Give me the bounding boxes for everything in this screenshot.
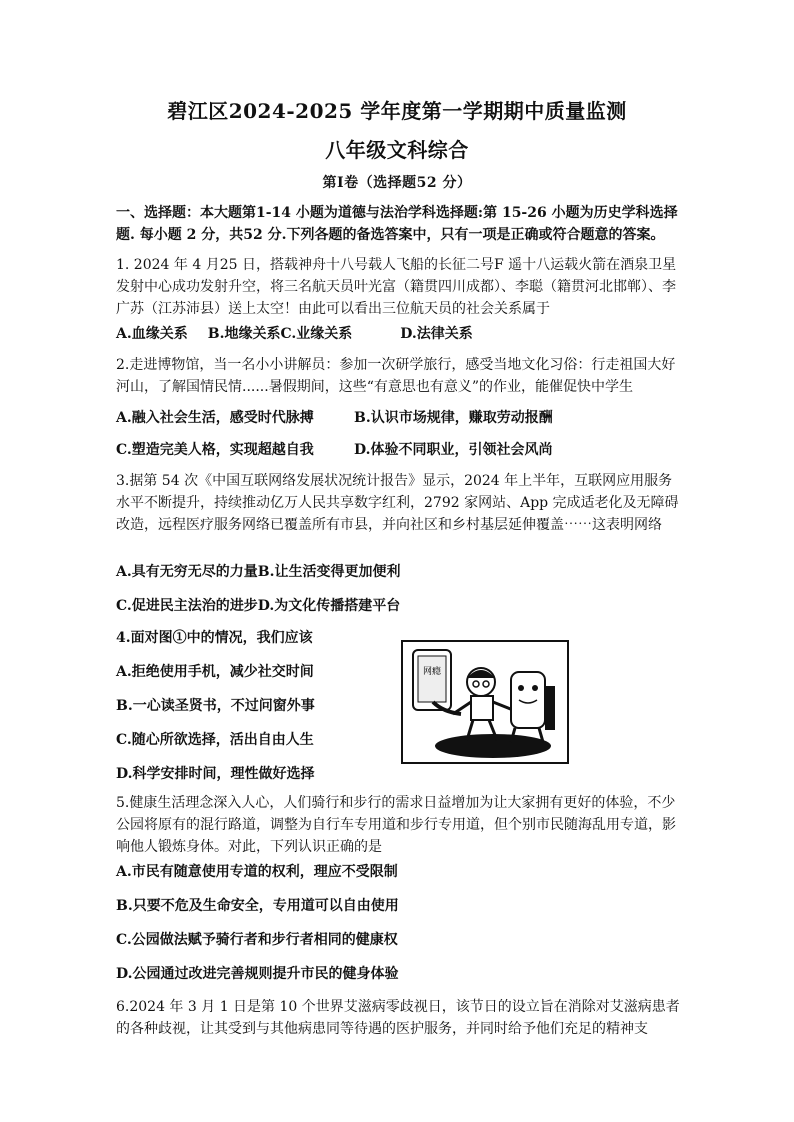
option-a[interactable]: A.血缘关系 [116, 326, 188, 342]
option-b[interactable]: B.一心读圣贤书，不过问窗外事 [116, 698, 315, 714]
option-d[interactable]: D.法律关系 [400, 326, 473, 342]
instructions: 一、选择题：本大题第1-14 小题为道德与法治学科选择题:第 15-26 小题为历史学科选择题. 每小题 2 分，共52 分.下列各题的备选答案中，只有一项是正确或符合题意的答案。 [116, 205, 678, 243]
option-d[interactable]: D.公园通过改进完善规则提升市民的健身体验 [116, 966, 399, 982]
volume-heading: 第Ⅰ卷（选择题52 分） [322, 175, 472, 191]
question-2-stem: 2.走进博物馆，当一名小小讲解员：参加一次研学旅行，感受当地文化习俗：行走祖国大好 河山，了解国情民情......暑假期间，这些“有意思也有意义”的作业，能催促快中学生 [116, 357, 676, 395]
question-3-stem: 3.据第 54 次《中国互联网络发展状况统计报告》显示，2024 年上半年，互联网应用服务水平不断提升，持续推动亿万人民共享数字红利，2792 家网站、App 完成适老化及无障碍改造，远程医疗服务网络已覆盖所有市县，并向社区和乡村基层延伸覆盖⋯⋯这表明网络 [116, 473, 679, 533]
cartoon-illustration [403, 642, 567, 762]
option-a[interactable]: A.市民有随意使用专道的权利，理应不受限制 [116, 864, 398, 880]
option-d[interactable]: D.体验不同职业，引领社会风尚 [354, 442, 553, 458]
option-d[interactable]: D.科学安排时间，理性做好选择 [116, 766, 315, 782]
question-4-stem: 4.面对图①中的情况，我们应该 [116, 630, 313, 646]
option-b[interactable]: B.只要不危及生命安全，专用道可以自由使用 [116, 898, 399, 914]
phone-label: 网瘾 [422, 667, 442, 677]
option-b[interactable]: B.让生活变得更加便利 [257, 564, 401, 580]
question-5-stem: 5.健康生活理念深入人心，人们骑行和步行的需求日益增加为让大家拥有更好的体验，不少公园将原有的混行路道，调整为自行车专用道和步行专用道，但个别市民随海乱用专道，影响他人锻炼身体。对此，下列认识正确的是 [116, 795, 676, 855]
question-3-options-row1 [116, 562, 400, 582]
exam-title: 碧江区2024-2025 学年度第一学期期中质量监测 [167, 99, 627, 123]
question-3-options-row2 [116, 596, 400, 616]
question-2-options-row1 [116, 408, 553, 428]
option-c[interactable]: C.公园做法赋予骑行者和步行者相同的健康权 [116, 932, 398, 948]
option-b[interactable]: B.认识市场规律，赚取劳动报酬 [354, 410, 553, 426]
exam-subtitle: 八年级文科综合 [325, 138, 469, 162]
question-1-stem: 1. 2024 年 4 月25 日，搭载神舟十八号载人飞船的长征二号F 遥十八运载火箭在酒泉卫星发射中心成功发射升空，将三名航天员叶光富（籍贯四川成都）、李聪（籍贯河北邯郸）、李广苏（江苏沛县）送上太空！由此可以看出三位航天员的社会关系属于 [116, 257, 677, 317]
cartoon-figure [401, 640, 569, 764]
option-a[interactable]: A.具有无穷无尽的力量 [116, 564, 258, 580]
option-c[interactable]: C.业缘关系 [280, 326, 353, 342]
option-a[interactable]: A.融入社会生活，感受时代脉搏 [116, 410, 314, 426]
question-1-options [116, 324, 473, 344]
option-d[interactable]: D.为文化传播搭建平台 [257, 598, 401, 614]
question-6-stem: 6.2024 年 3 月 1 日是第 10 个世界艾滋病零歧视日，该节日的设立旨在消除对艾滋病患者的各种歧视，让其受到与其他病患同等待遇的医护服务，并同时给予他们充足的精神支 [116, 999, 680, 1037]
option-c[interactable]: C.促进民主法治的进步 [116, 598, 258, 614]
question-2-options-row2 [116, 440, 553, 460]
option-a[interactable]: A.拒绝使用手机，减少社交时间 [116, 664, 314, 680]
option-b[interactable]: B.地缘关系 [207, 326, 281, 342]
option-c[interactable]: C.随心所欲选择，活出自由人生 [116, 732, 314, 748]
option-c[interactable]: C.塑造完美人格，实现超越自我 [116, 442, 314, 458]
